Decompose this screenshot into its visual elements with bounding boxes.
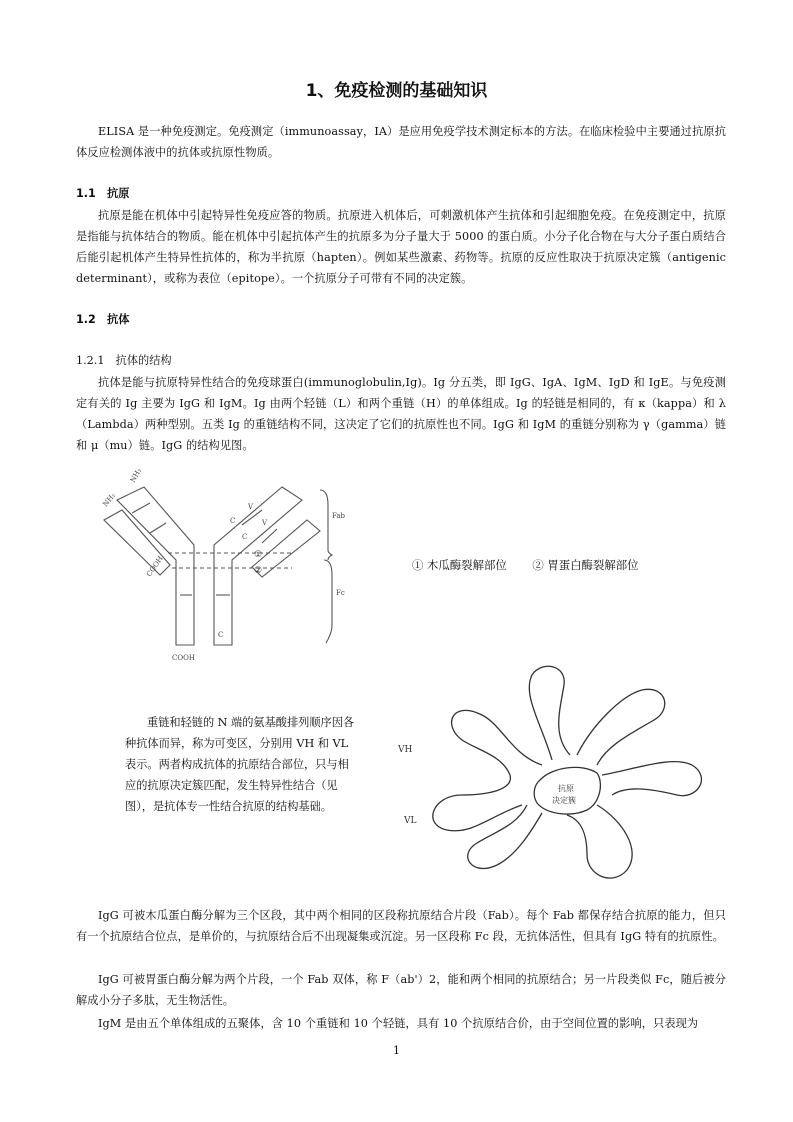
fig2-center-line1: 抗原	[558, 784, 574, 793]
loop-right	[602, 762, 701, 796]
caption-papain: ① 木瓜酶裂解部位	[412, 558, 507, 572]
heading-1-2-1: 1.2.1 抗体的结构	[76, 354, 172, 367]
nh2-label-a: NH₂	[128, 466, 144, 484]
figure1-caption	[412, 557, 661, 573]
antigen-paragraph: 抗原是能在机体中引起特异性免疫应答的物质。抗原进入机体后，可刺激机体产生抗体和引起细胞免疫。在免疫测定中，抗原是指能与抗体结合的物质。能在机体中引起抗体产生的抗原多为分子量大于 5000 的蛋白质。小分子化合物在与大分子蛋白质结合后能引起机体产生特异性抗体的，称为半抗原（hapten）。例如某些激素、药物等。抗原的反应性取决于抗原决定簇（antigenic determinant），或称为表位（epitope）。一个抗原分子可带有不同的决定簇。	[76, 209, 726, 285]
antibody-paragraph: 抗体是能与抗原特异性结合的免疫球蛋白(immunoglobulin,Ig)。Ig 分五类，即 IgG、IgA、IgM、IgD 和 IgE。与免疫测定有关的 Ig 主要为 IgG 和 IgM。Ig 由两个轻链（L）和两个重链（H）的单体组成。Ig 的轻链是相同的，有 κ（kappa）和 λ（Lambda）两种型别。五类 Ig 的重链结构不同，这决定了它们的抗原性也不同。IgG 和 IgM 的重链分别称为 γ（gamma）链和 μ（mu）链。IgG 的结构见图。	[76, 376, 726, 452]
cleavage-mark-2: ②	[254, 566, 263, 576]
pepsin-paragraph: IgG 可被胃蛋白酶分解为两个片段，一个 Fab 双体，称 F（ab'）2，能和两个相同的抗原结合；另一片段类似 Fc，随后被分解成小分子多肽，无生物活性。	[76, 973, 726, 1007]
page-number: 1	[393, 1044, 400, 1057]
caption-pepsin: ② 胃蛋白酶裂解部位	[532, 558, 639, 572]
vl-label: V	[262, 519, 268, 527]
fab-label: Fab	[332, 512, 346, 520]
ch3-label: C	[218, 631, 224, 639]
page-title: 1、免疫检测的基础知识	[305, 81, 488, 101]
cooh-label-a: COOH	[145, 554, 165, 579]
fab-paragraph: IgG 可被木瓜蛋白酶分解为三个区段，其中两个相同的区段称抗原结合片段（Fab）。每个 Fab 都保存结合抗原的能力，但只有一个抗原结合位点，是单价的，与抗原结合后不出现凝集或沉淀。另一区段称 Fc 段，无抗体活性，但具有 IgG 特有的抗原性。	[76, 909, 726, 943]
cl-label: C	[242, 533, 248, 541]
igg-structure-figure	[92, 465, 372, 665]
loop-top	[529, 666, 570, 760]
loop-bottom-left	[468, 805, 542, 868]
fig2-vl-label: VL	[404, 816, 417, 826]
heading-1-2: 1.2 抗体	[76, 313, 130, 326]
loop-top-right	[577, 689, 665, 765]
igm-paragraph: IgM 是由五个单体组成的五聚体，含 10 个重链和 10 个轻链，具有 10 个抗原结合价，由于空间位置的影响，只表现为	[98, 1017, 699, 1030]
fig2-center-line2: 决定簇	[552, 796, 576, 805]
fc-label: Fc	[336, 589, 345, 597]
fig2-vh-label: VH	[398, 745, 413, 755]
ch-label: C	[230, 517, 236, 525]
binding-site-figure	[392, 655, 732, 890]
nh2-label-b: NH₂	[101, 491, 118, 509]
cleavage-mark-1: ①	[254, 550, 263, 560]
heading-1-1: 1.1 抗原	[76, 187, 130, 200]
variable-region-text: 重链和轻链的 N 端的氨基酸排列顺序因各种抗体而异，称为可变区，分别用 VH 和 VL 表示。两者构成抗体的抗原结合部位，只与相应的抗原决定簇匹配，发生特异性结合（见图），是抗体专一性结合抗原的结构基础。	[125, 716, 355, 813]
loop-bottom-right	[567, 805, 632, 878]
vh-label: V	[248, 503, 254, 511]
intro-paragraph: ELISA 是一种免疫测定。免疫测定（immunoassay，IA）是应用免疫学技术测定标本的方法。在临床检验中主要通过抗原抗体反应检测体液中的抗体或抗原性物质。	[76, 125, 726, 159]
cooh-label-b: COOH	[172, 654, 195, 662]
loop-left-upper	[433, 710, 542, 830]
